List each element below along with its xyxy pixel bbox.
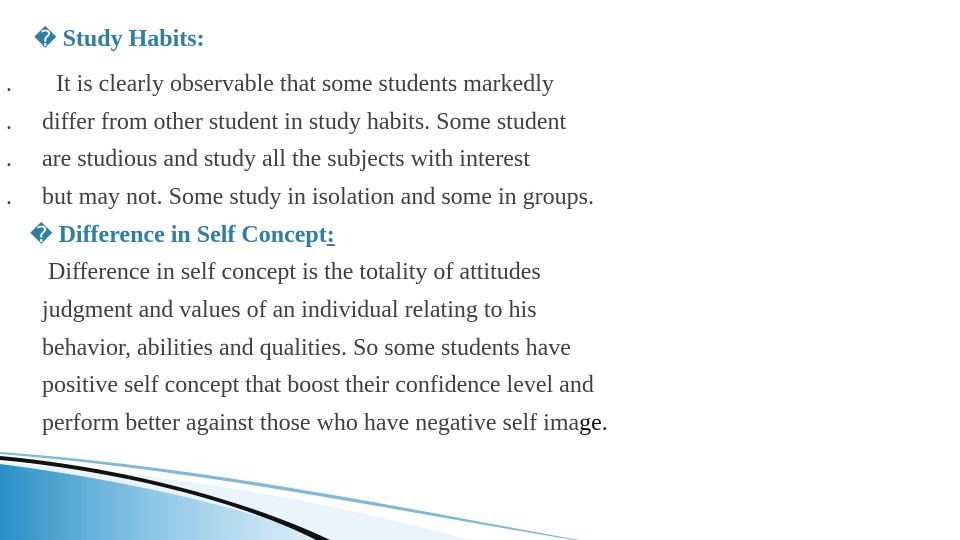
heading-text: Difference in Self Concept [58, 222, 327, 248]
line-marker: . [6, 109, 12, 135]
paragraph-text-dark: ge. [579, 410, 608, 436]
line-marker: . [6, 146, 12, 172]
paragraph-text: positive self concept that boost their confidence level and [42, 372, 594, 398]
bullet-box-icon: � [30, 223, 53, 248]
paragraph-text: differ from other student in study habits. Some student [42, 109, 567, 135]
paragraph-text: judgment and values of an individual relating to his [42, 297, 537, 323]
heading-study-habits [34, 24, 205, 55]
bullet-box-icon: � [34, 27, 57, 52]
line-marker: . [6, 184, 12, 210]
heading-self-concept [30, 220, 335, 251]
heading-colon: : [326, 222, 335, 248]
paragraph-text: It is clearly observable that some students markedly [56, 71, 554, 97]
paragraph-last-line [42, 408, 608, 438]
paragraph-text: Difference in self concept is the totality of attitudes [48, 259, 541, 285]
heading-text: Study Habits: [62, 26, 205, 52]
decorative-swoosh [0, 440, 960, 540]
paragraph-text: but may not. Some study in isolation and some in groups. [42, 184, 594, 210]
paragraph-text: behavior, abilities and qualities. So some students have [42, 335, 571, 361]
line-marker: . [6, 71, 12, 97]
paragraph-text: are studious and study all the subjects with interest [42, 146, 530, 172]
paragraph-text: perform better against those who have negative self ima [42, 410, 580, 436]
